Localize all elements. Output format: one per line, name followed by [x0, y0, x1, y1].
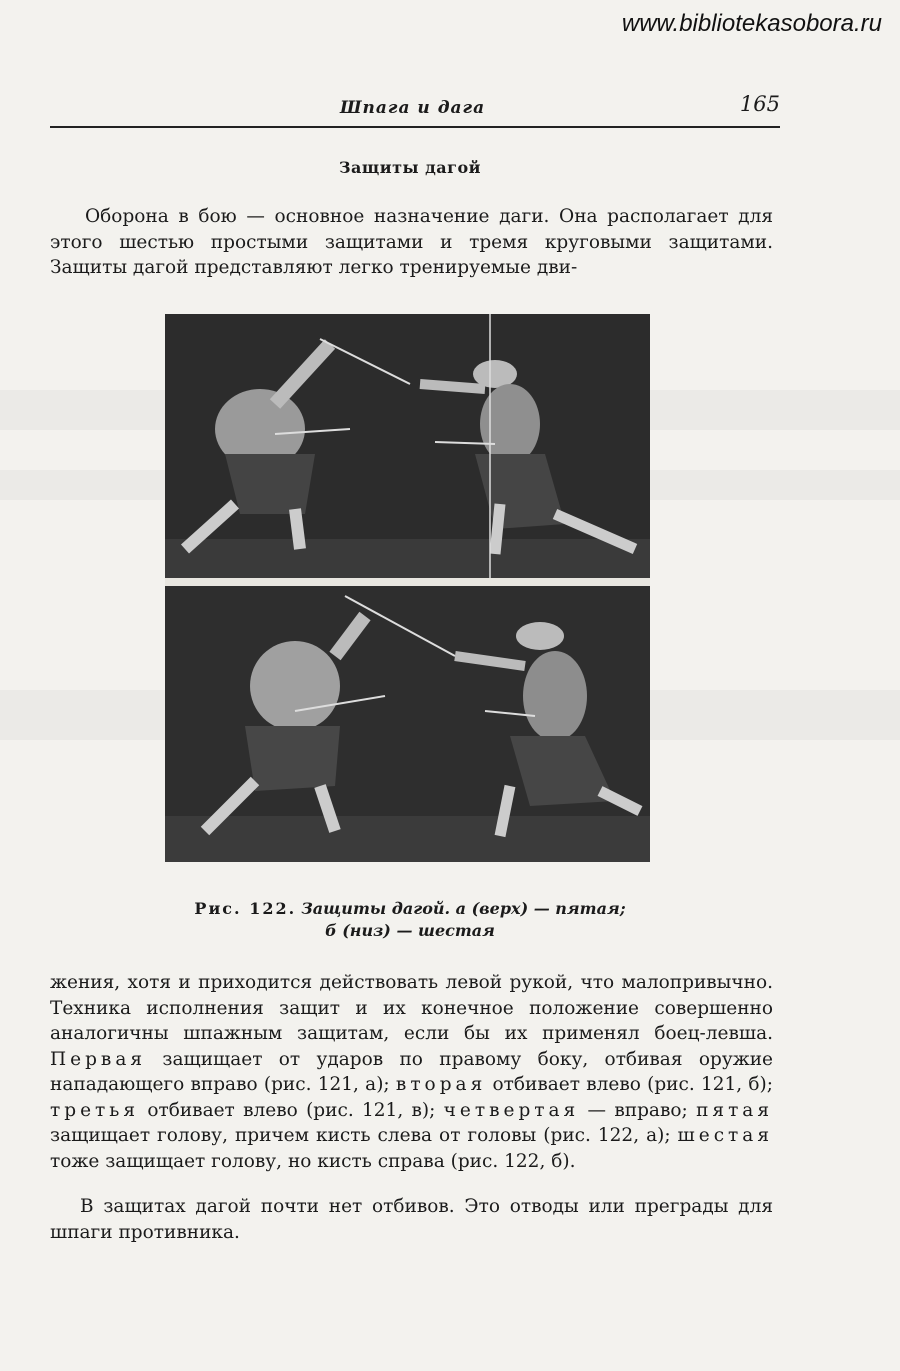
term-third: третья — [50, 1099, 140, 1121]
photo-divider — [165, 578, 650, 586]
text-run: отбивает влево (рис. 121, б); — [486, 1074, 773, 1095]
site-watermark: www.bibliotekasobora.ru — [621, 10, 882, 37]
page-number: 165 — [739, 92, 780, 116]
figure-label: Рис. 122. — [194, 899, 297, 918]
paragraph-intro: Оборона в бою — основное назначение даги. Она располагает для этого шестью простыми защитами и тремя круговыми защитами. Защиты дагой представляют легко тренируемые дви- — [50, 206, 773, 278]
running-header — [50, 92, 780, 128]
text-run: жения, хотя и приходится действовать левой рукой, что малопривычно. Техника исполнения защит и их конечное положение совершенно аналогичны шпажным защитам, если бы их применял боец-левша. — [50, 972, 773, 1044]
running-title: Шпага и дага — [340, 98, 486, 118]
text-run: защищает голову, причем кисть слева от головы (рис. 122, а); — [50, 1125, 678, 1146]
term-sixth: шестая — [677, 1125, 773, 1146]
paragraph-closing: В защитах дагой почти нет отбивов. Это отводы или преграды для шпаги противника. — [50, 1196, 773, 1243]
term-first: Первая — [50, 1048, 147, 1070]
figure-caption — [60, 898, 760, 942]
figure-photo — [165, 314, 650, 862]
term-second: вторая — [395, 1074, 487, 1095]
term-fifth: пятая — [696, 1099, 773, 1121]
paragraph-techniques — [50, 970, 773, 1174]
term-fourth: четвертая — [443, 1099, 580, 1121]
text-run: тоже защищает голову, но кисть справа (рис. 122, б). — [50, 1150, 576, 1172]
figure-caption-line2: б (низ) — шестая — [325, 921, 495, 940]
photo-bottom — [165, 586, 650, 862]
text-run: — вправо; — [579, 1099, 697, 1121]
text-run: защищает от ударов по правому боку, отбивая оружие нападающего вправо (рис. 121, а); — [50, 1048, 773, 1095]
section-title: Защиты дагой — [339, 158, 481, 177]
text-run: отбивает влево (рис. 121, в); — [139, 1099, 444, 1121]
figure-caption-line1: Защиты дагой. а (верх) — пятая; — [301, 899, 626, 918]
photo-top — [165, 314, 650, 578]
